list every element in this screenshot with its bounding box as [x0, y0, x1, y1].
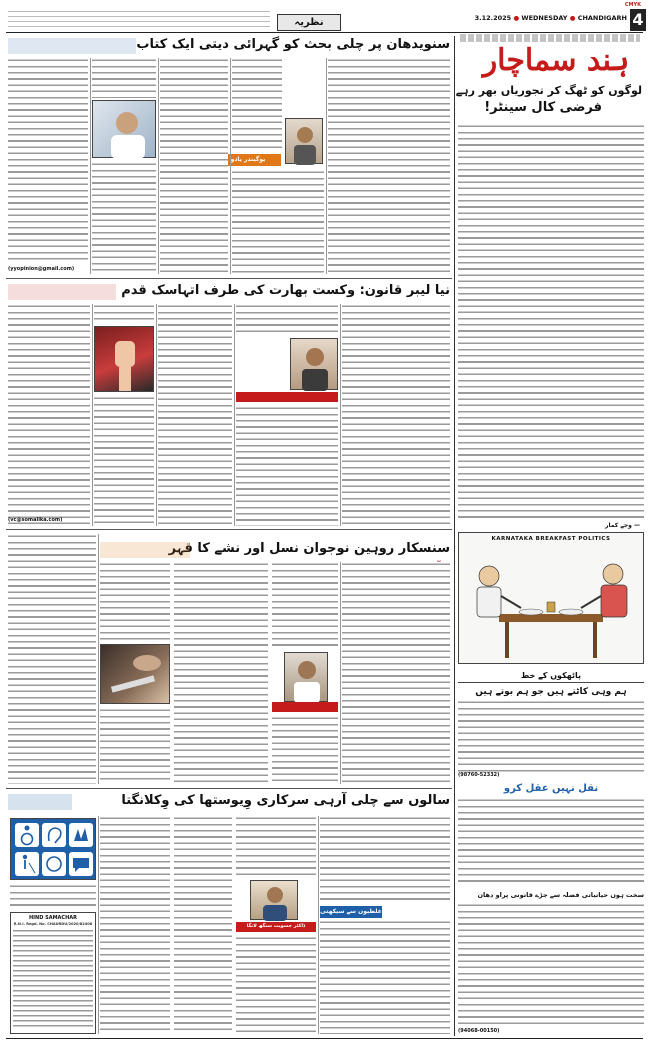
editorial-headline-1: لوگوں کو ٹھگ کر تجوریاں بھر رہے	[455, 84, 642, 97]
lesson-box-body	[320, 920, 450, 1034]
letter-1-heading: ہم وہی کاٹتے ہیں جو ہم بوتے ہیں	[475, 687, 627, 697]
second-email: (vc@somalika.com)	[8, 517, 63, 523]
editorial-headline-2: فرضی کال سینٹر!	[484, 100, 602, 115]
col-divider-k	[98, 816, 99, 1034]
editorial-body	[458, 124, 644, 519]
page-number: 4	[630, 9, 646, 31]
columnist-icon	[285, 653, 329, 703]
section-tab: نظریہ	[277, 14, 341, 31]
lead-col-4b	[232, 170, 324, 274]
lead-col-1	[8, 58, 88, 263]
fourth-headline-accent	[8, 794, 72, 810]
blind-icon	[15, 852, 39, 876]
bottom-rule	[6, 1038, 643, 1039]
lead-col-4	[232, 58, 282, 150]
imprint-box	[10, 912, 96, 1034]
second-columnist-photo	[290, 338, 338, 390]
hearing-icon	[42, 823, 66, 847]
col-divider-e	[92, 304, 93, 526]
lead-col-3	[160, 58, 228, 274]
lesson-heading: غلطیوں سے سیکھتی	[320, 908, 382, 915]
second-headline-accent	[8, 284, 116, 300]
lead-headline-accent	[8, 38, 136, 54]
col-divider-j	[340, 562, 341, 784]
col-divider-d	[326, 58, 327, 274]
second-col-3	[158, 304, 232, 526]
col-divider-c	[230, 58, 231, 274]
second-col-1	[8, 304, 90, 526]
syringe-icon	[101, 645, 171, 705]
imprint-rni: R.N.I. Regd. No. CHAURDU/2020/82408	[13, 922, 93, 926]
third-col-1b	[100, 708, 170, 784]
rule-3	[6, 788, 452, 789]
lead-author-photo	[92, 100, 156, 158]
editorial-masthead: ہند سماچار	[482, 43, 630, 78]
rule-1	[6, 278, 452, 279]
lead-col-2b	[92, 162, 156, 274]
cmyk-label: CMYK	[624, 2, 641, 8]
fourth-col-1	[10, 884, 96, 908]
header-date-value: 3.12.2025	[474, 14, 512, 22]
imprint-body	[13, 929, 93, 1029]
letters-title: پاٹھکوں کے خط	[458, 670, 644, 683]
col-divider-b	[158, 58, 159, 274]
fourth-col-3	[174, 816, 232, 1034]
header-city: CHANDIGARH	[577, 14, 627, 22]
header-top-text	[8, 10, 270, 28]
cartoon-drawing	[459, 544, 643, 664]
lead-byline: یوگیندر یادو	[230, 156, 266, 163]
third-col-2	[174, 562, 268, 784]
letter-1-body	[458, 700, 644, 772]
third-columnist-photo	[284, 652, 328, 702]
second-col-4b	[236, 406, 338, 526]
columnist-icon	[291, 339, 339, 391]
speech-icon	[69, 852, 93, 876]
third-col-3	[272, 562, 338, 648]
imprint-title: HIND SAMACHAR	[28, 915, 77, 921]
third-col-1	[100, 562, 170, 642]
fourth-byline-box	[236, 922, 316, 932]
cartoon-caption: KARNATAKA BREAKFAST POLITICS	[491, 536, 611, 542]
letter-1-phone: (98760-52332)	[458, 772, 500, 778]
third-sidebar-col	[8, 534, 96, 784]
fourth-col-4	[236, 816, 316, 876]
second-byline-box	[236, 392, 338, 402]
second-photo	[94, 326, 154, 392]
header-rule	[6, 32, 643, 33]
col-divider-l	[318, 816, 319, 1034]
lead-email: (yyopinion@gmail.com)	[8, 266, 75, 272]
lesson-box-heading	[320, 906, 382, 918]
fist-icon	[95, 327, 155, 393]
cognitive-icon	[42, 852, 66, 876]
lead-col-5	[328, 58, 450, 274]
wheelchair-icon	[15, 823, 39, 847]
third-photo	[100, 644, 170, 704]
editorial-label-strip	[460, 34, 640, 42]
fourth-byline: ڈاکٹر جسویت سنگھ لانگا	[246, 924, 306, 929]
third-headline-accent	[100, 542, 190, 558]
col-divider-i	[98, 534, 99, 784]
third-byline-box	[272, 702, 338, 712]
col-divider-f	[156, 304, 157, 526]
col-divider-g	[234, 304, 235, 526]
fourth-col-2	[100, 816, 170, 1034]
letter-3-phone: (94068-00150)	[458, 1028, 500, 1034]
col-divider-a	[90, 58, 91, 274]
letter-2-heading: نقل نہیں عقل کرو	[503, 783, 599, 794]
second-col-5	[342, 304, 450, 526]
second-col-2	[94, 304, 154, 324]
third-col-4	[342, 562, 450, 784]
letter-3-body	[458, 903, 644, 1025]
fourth-col-5	[320, 816, 450, 902]
columnist-icon	[286, 119, 324, 165]
fourth-columnist-photo	[250, 880, 298, 920]
second-col-2b	[94, 396, 154, 526]
fourth-headline	[8, 792, 450, 810]
header-date: 3.12.2025 ● WEDNESDAY ● CHANDIGARH	[474, 14, 627, 22]
second-col-4	[236, 304, 338, 334]
lead-headline-text: سنویدھان پر چلی بحث کو گہرائی دیتی ایک کتاب	[136, 37, 450, 52]
editorial-signature: — وجے کمار	[605, 522, 640, 529]
rule-2	[6, 529, 452, 530]
letter-2-body	[458, 798, 644, 886]
third-headline-text: سنسکار روہین نوجوان نسل اور نشے کا قہر	[168, 541, 450, 556]
lead-columnist-photo	[285, 118, 323, 164]
cartoon-panel	[458, 532, 644, 664]
sign-language-icon	[69, 823, 93, 847]
header-weekday: WEDNESDAY	[521, 14, 568, 22]
person-icon	[93, 101, 157, 159]
column-divider-right	[454, 36, 455, 1036]
col-divider-h	[340, 304, 341, 526]
lead-col-2	[92, 58, 156, 98]
second-headline-text: نیا لیبر قانون: وکست بھارت کی طرف اتہاسک قدم	[121, 283, 450, 298]
columnist-icon	[251, 881, 299, 921]
third-col-3b	[272, 716, 338, 784]
letter-3-heading: سخت ہوں حیاتیاتی فضلہ سے جڑے قانونی پراو دھان	[477, 891, 644, 899]
disability-icons-panel	[10, 818, 96, 880]
fourth-headline-text: سالوں سے چلی آرہی سرکاری وِیوستھا کی وِکلانگتا	[121, 793, 450, 808]
fourth-col-4b	[236, 936, 316, 1034]
